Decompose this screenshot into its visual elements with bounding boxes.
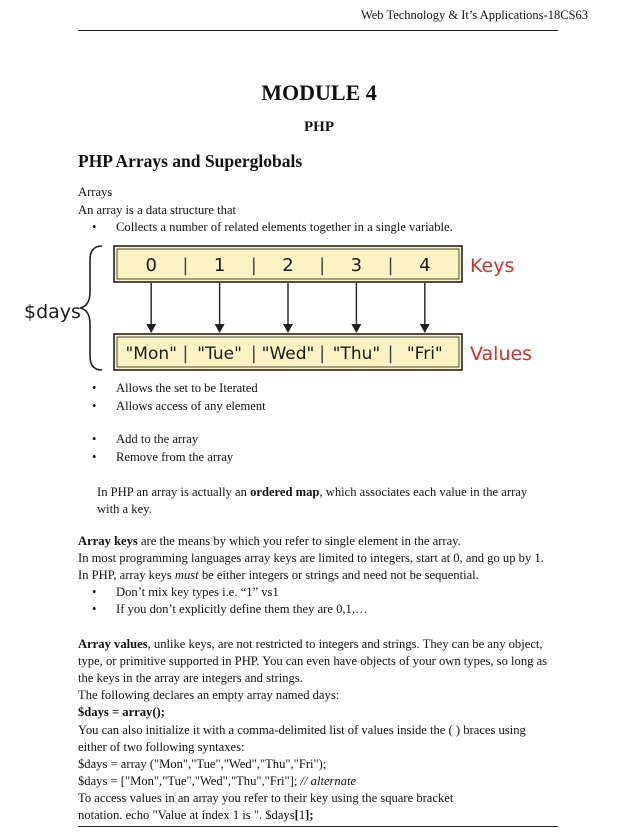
array-value: "Wed": [261, 344, 315, 364]
array-values-line8: notation. echo "Value at index 1 is ". $days[1];: [78, 808, 314, 822]
list-item-text: Remove from the array: [116, 450, 234, 464]
separator-icon: |: [319, 255, 326, 276]
array-values-line4: The following declares an empty array named days:: [78, 688, 340, 702]
page-header: Web Technology & It’s Applications-18CS63: [360, 8, 588, 22]
array-value: "Thu": [332, 344, 381, 364]
array-values-line5: You can also initialize it with a comma-delimited list of values inside the ( ) braces using: [78, 723, 526, 737]
array-keys-line1: Array keys are the means by which you refer to single element in the array.: [78, 534, 461, 548]
arrowhead-icon: [283, 324, 293, 333]
code-bracket-syntax: $days = ["Mon","Tue","Wed","Thu","Fri"]; // alternate: [78, 774, 357, 788]
separator-icon: |: [250, 343, 257, 364]
list-item: • Remove from the array: [92, 450, 234, 464]
arrowhead-icon: [351, 324, 361, 333]
footer-divider: [78, 826, 558, 827]
list-item-text: Allows the set to be Iterated: [116, 381, 258, 395]
ordered-map-line1: In PHP an array is actually an ordered map, which associates each value in the array: [97, 485, 528, 499]
separator-icon: |: [182, 255, 189, 276]
array-values-line6: either of two following syntaxes:: [78, 740, 245, 754]
array-keys-term: Array keys: [78, 534, 138, 548]
array-values-line2: type, or primitive supported in PHP. You can even have objects of your own types, so long as: [78, 654, 548, 668]
list-item: • Don’t mix key types i.e. “1” vs1: [92, 585, 279, 599]
page-subtitle: PHP: [304, 119, 334, 135]
array-key: 4: [419, 255, 431, 276]
array-key: 2: [282, 255, 294, 276]
array-diagram: [20, 240, 533, 380]
ordered-map-line2: with a key.: [97, 502, 152, 516]
separator-icon: |: [250, 255, 257, 276]
array-value: "Tue": [197, 344, 242, 364]
arrays-label: Arrays: [78, 185, 113, 199]
keys-label: Keys: [470, 255, 515, 277]
list-item-text: Collects a number of related elements together in a single variable.: [116, 220, 453, 234]
array-key: 1: [213, 255, 226, 276]
list-item-text: Don’t mix key types i.e. “1” vs1: [116, 585, 279, 599]
curly-brace-icon: [80, 246, 102, 370]
arrowhead-icon: [215, 324, 225, 333]
array-values-line3: the keys in the array are integers and strings.: [78, 671, 303, 685]
page-title: MODULE 4: [261, 80, 377, 105]
separator-icon: |: [319, 343, 326, 364]
code-comment: // alternate: [300, 774, 357, 788]
array-definition: An array is a data structure that: [78, 203, 237, 217]
array-value: "Fri": [406, 344, 443, 364]
list-item-text: Add to the array: [116, 432, 199, 446]
code-array-syntax: $days = array ("Mon","Tue","Wed","Thu","Fri");: [78, 757, 327, 771]
array-values-line1: Array values, unlike keys, are not restricted to integers and strings. They can be any object,: [78, 637, 543, 651]
arrowhead-icon: [146, 324, 156, 333]
list-item: • Allows the set to be Iterated: [92, 381, 258, 395]
list-item-text: If you don’t explicitly define them they are 0,1,…: [116, 602, 368, 616]
list-item: • Collects a number of related elements together in a single variable.: [92, 220, 453, 234]
separator-icon: |: [387, 255, 394, 276]
header-divider: [78, 30, 558, 31]
array-value: "Mon": [125, 344, 177, 364]
array-key: 0: [145, 255, 157, 276]
separator-icon: |: [182, 343, 189, 364]
list-item: • Allows access of any element: [92, 399, 266, 413]
list-item-text: Allows access of any element: [116, 399, 266, 413]
values-label: Values: [470, 343, 533, 365]
array-key: 3: [350, 255, 363, 276]
ordered-map-term: ordered map: [250, 485, 320, 499]
separator-icon: |: [387, 343, 394, 364]
section-heading: PHP Arrays and Superglobals: [78, 151, 303, 171]
list-item: • If you don’t explicitly define them they are 0,1,…: [92, 602, 368, 616]
array-values-term: Array values: [78, 637, 148, 651]
array-values-line7: To access values in an array you refer to their key using the square bracket: [78, 791, 454, 805]
array-variable-name: $days: [24, 301, 81, 323]
arrowhead-icon: [420, 324, 430, 333]
list-item: • Add to the array: [92, 432, 199, 446]
array-keys-line2: In most programming languages array keys are limited to integers, start at 0, and go up by 1.: [78, 551, 544, 565]
code-empty-array: $days = array();: [78, 705, 165, 719]
array-keys-line3: In PHP, array keys must be either integers or strings and need not be sequential.: [78, 568, 479, 582]
